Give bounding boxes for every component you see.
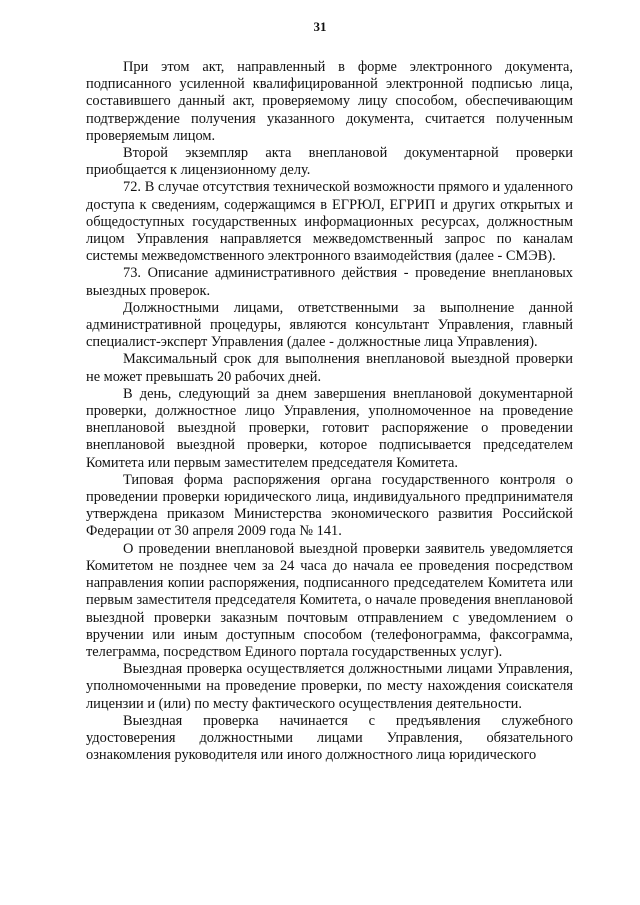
paragraph-order-preparation: В день, следующий за днем завершения внеплановой документарной проверки, должностное лицо Управления, уполномоченное на проведение внеплановой выездной проверки, готовит распоряжение о проведении внеплановой выездной проверки, которое подписывается председателем Комитета или первым заместителем председателя Комитета.: [86, 385, 573, 471]
page-number: 31: [313, 19, 327, 34]
document-body: [86, 59, 573, 764]
paragraph-item-73: 73. Описание административного действия - проведение внеплановых выездных проверок.: [86, 265, 573, 299]
paragraph-inspection-location: Выездная проверка осуществляется должностными лицами Управления, уполномоченными на проведение проверки, по месту нахождения соискателя лицензии и (или) по месту фактического осуществления деятельности.: [86, 661, 573, 712]
paragraph-second-copy: Второй экземпляр акта внеплановой документарной проверки приобщается к лицензионному делу.: [86, 145, 573, 179]
paragraph-responsible-officials: Должностными лицами, ответственными за выполнение данной административной процедуры, являются консультант Управления, главный специалист-эксперт Управления (далее - должностные лица Управления).: [86, 299, 573, 351]
paragraph-notification: О проведении внеплановой выездной проверки заявитель уведомляется Комитетом не позднее чем за 24 часа до начала ее проведения посредством направления копии распоряжения, подписанного председателем Комитета или первым заместителя председателя Комитета, о начале проведения внеплановой выездной проверки заказным почтовым отправлением с уведомлением о вручении или иным доступным способом (телефонограмма, факсограмма, телеграмма, посредством Единого портала государственных услуг).: [86, 540, 573, 660]
paragraph-max-term: Максимальный срок для выполнения внеплановой выездной проверки не может превышать 20 рабочих дней.: [86, 351, 573, 385]
paragraph-standard-form: Типовая форма распоряжения органа государственного контроля о проведении проверки юридического лица, индивидуального предпринимателя утверждена приказом Министерства экономического развития Российской Федерации от 30 апреля 2009 года № 141.: [86, 471, 573, 540]
paragraph-act-electronic-form: При этом акт, направленный в форме электронного документа, подписанного усиленной квалифицированной электронной подписью лица, составившего данный акт, проверяемому лицу способом, обеспечивающим подтверждение получения указанного документа, считается полученным проверяемым лицом.: [86, 59, 573, 144]
paragraph-inspection-start: Выездная проверка начинается с предъявления служебного удостоверения должностными лицами Управления, обязательного ознакомления руководителя или иного должностного лица юридического: [86, 712, 573, 764]
paragraph-item-72: 72. В случае отсутствия технической возможности прямого и удаленного доступа к сведениям, содержащимся в ЕГРЮЛ, ЕГРИП и других открытых и общедоступных государственных информационных ресурсах, должностным лицом Управления направляется межведомственный запрос по каналам системы межведомственного электронного взаимодействия (далее - СМЭВ).: [86, 179, 573, 265]
